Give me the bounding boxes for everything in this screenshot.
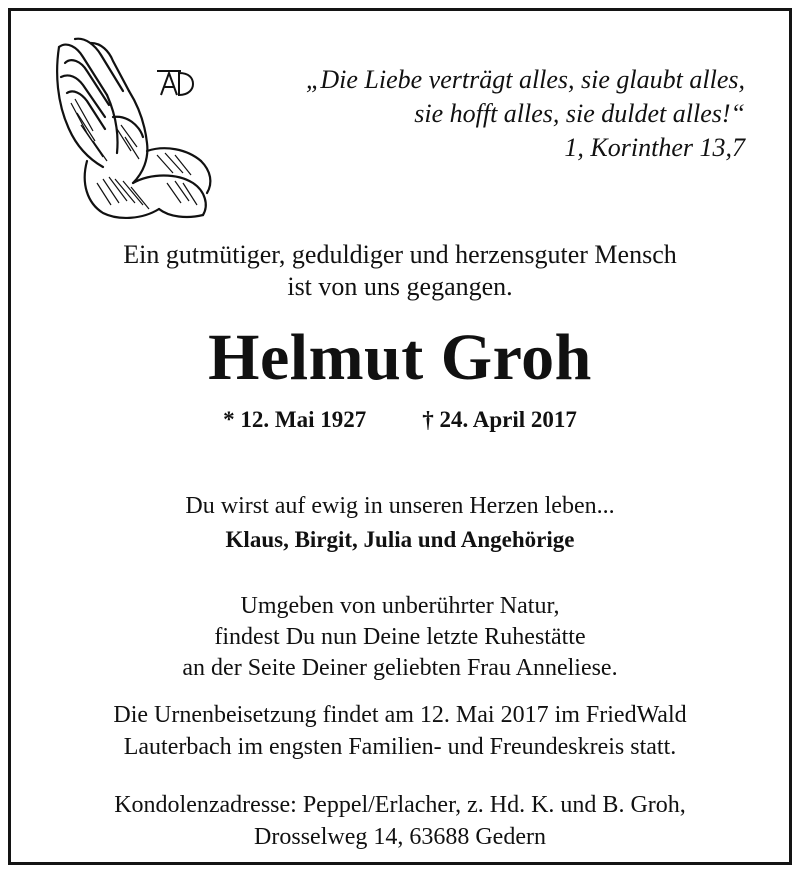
intro-line-1: Ein gutmütiger, geduldiger und herzensguter Mensch xyxy=(123,240,677,269)
praying-hands-icon xyxy=(47,33,217,223)
death-date: † 24. April 2017 xyxy=(422,407,577,432)
nature-line-3: an der Seite Deiner geliebten Frau Anneliese. xyxy=(182,655,618,681)
intro-line-2: ist von uns gegangen. xyxy=(287,272,513,301)
life-dates xyxy=(11,405,789,435)
condolence-line-1: Kondolenzadresse: Peppel/Erlacher, z. Hd. K. und B. Groh, xyxy=(114,792,686,818)
deceased-name: Helmut Groh xyxy=(208,321,592,394)
family-signers: Klaus, Birgit, Julia und Angehörige xyxy=(225,527,575,552)
bible-quote xyxy=(306,63,745,165)
condolence-address xyxy=(11,789,789,853)
nature-line-1: Umgeben von unberührter Natur, xyxy=(240,593,560,619)
farewell-block xyxy=(11,489,789,557)
quote-line-1: „Die Liebe verträgt alles, sie glaubt alles, xyxy=(305,65,745,94)
burial-notice xyxy=(11,699,789,763)
quote-line-2: sie hofft alles, sie duldet alles!“ xyxy=(414,99,745,128)
resting-place-text xyxy=(11,591,789,684)
birth-date: * 12. Mai 1927 xyxy=(223,407,367,432)
farewell-line: Du wirst auf ewig in unseren Herzen leben... xyxy=(185,493,615,519)
condolence-line-2: Drosselweg 14, 63688 Gedern xyxy=(254,824,546,850)
quote-source: 1, Korinther 13,7 xyxy=(564,133,745,162)
burial-line-1: Die Urnenbeisetzung findet am 12. Mai 2017 im FriedWald xyxy=(113,702,687,728)
monogram-icon xyxy=(157,71,193,95)
nature-line-2: findest Du nun Deine letzte Ruhestätte xyxy=(214,624,586,650)
intro-text xyxy=(11,239,789,303)
burial-line-2: Lauterbach im engsten Familien- und Freundeskreis statt. xyxy=(123,734,677,760)
obituary-card xyxy=(8,8,792,865)
